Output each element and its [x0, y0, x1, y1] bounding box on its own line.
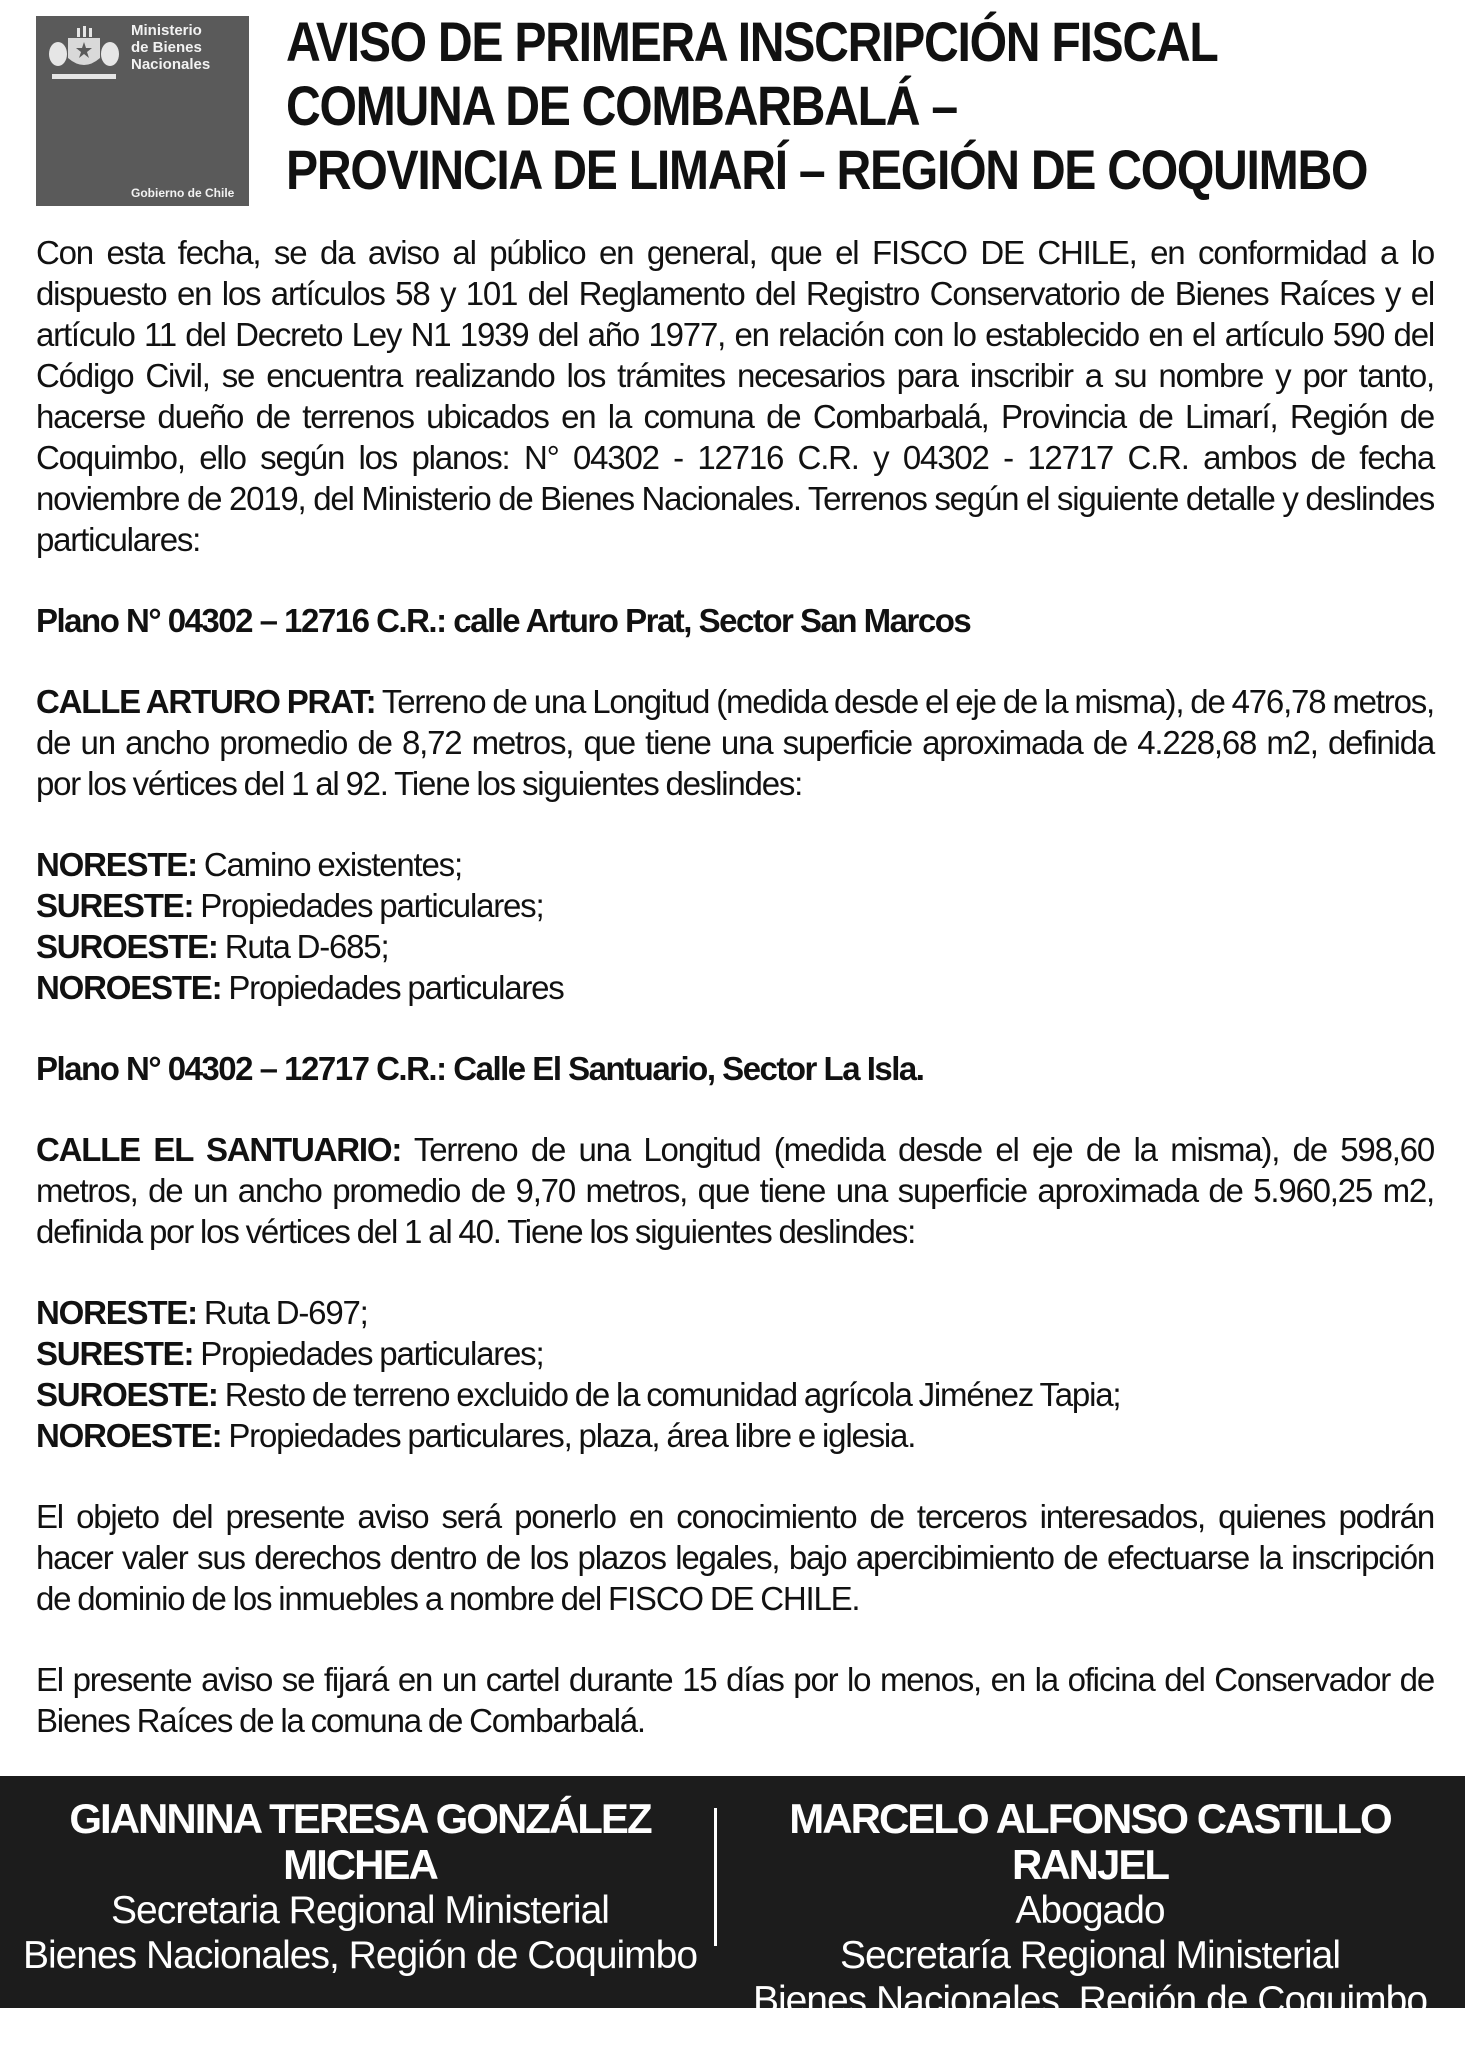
intro-paragraph: Con esta fecha, se da aviso al público en general, que el FISCO DE CHILE, en conformidad a lo dispuesto en los artículos 58 y 101 del Reglamento del Registro Conservatorio de Bienes Raíces y el artículo 11 del Decreto Ley N1 1939 del año 1977, en relación con lo establecido en el artículo 590 del Código Civil, se encuentra realizando los trámites necesarios para inscribir a su nombre y por tanto, hacerse dueño de terrenos ubicados en la comuna de Combarbalá, Provincia de Limarí, Región de Coquimbo, ello según los planos: N° 04302 - 12716 C.R. y 04302 - 12717 C.R. ambos de fecha noviembre de 2019, del Ministerio de Bienes Nacionales. Terrenos según el siguiente detalle y deslindes particulares: — [36, 234, 1434, 558]
boundary-line: SURESTE: Propiedades particulares; — [36, 1335, 544, 1372]
notice-body — [36, 232, 1434, 1741]
signer-name: MARCELO ALFONSO CASTILLO RANJEL — [789, 1795, 1391, 1888]
signature-left — [10, 1796, 710, 1978]
title-line-1: AVISO DE PRIMERA INSCRIPCIÓN FISCAL — [286, 10, 1218, 73]
coat-of-arms-icon — [46, 24, 122, 84]
boundary-line: NOROESTE: Propiedades particulares, plaza, área libre e iglesia. — [36, 1417, 916, 1454]
plano-2-heading: Plano N° 04302 – 12717 C.R.: Calle El Santuario, Sector La Isla. — [36, 1050, 924, 1087]
signer-office: Bienes Nacionales, Región de Coquimbo — [22, 1934, 698, 1977]
plano-2-description — [36, 1129, 1434, 1252]
street-text: Terreno de una Longitud (medida desde el eje de la misma), de 476,78 metros, de un ancho promedio de 8,72 metros, que tiene una superficie aproximada de 4.228,68 m2, definida por los vértices del 1 al 92. Tiene los siguientes deslindes: — [36, 683, 1434, 802]
title-line-2: COMUNA DE COMBARBALÁ – — [286, 74, 957, 137]
signature-footer — [0, 1776, 1465, 2022]
title-line-3: PROVINCIA DE LIMARÍ – REGIÓN DE COQUIMBO — [286, 138, 1368, 201]
signer-role: Abogado — [1015, 1889, 1165, 1932]
signer-role: Secretaria Regional Ministerial — [111, 1889, 609, 1932]
government-label: Gobierno de Chile — [131, 186, 235, 200]
signer-office: Secretaría Regional Ministerial — [839, 1934, 1341, 1977]
signature-right — [730, 1796, 1450, 2023]
ministry-logo — [36, 16, 249, 206]
plano-1-heading: Plano N° 04302 – 12716 C.R.: calle Arturo Prat, Sector San Marcos — [36, 602, 971, 639]
street-label: CALLE EL SANTUARIO: — [36, 1131, 402, 1168]
fijacion-paragraph: El presente aviso se fijará en un cartel durante 15 días por lo menos, en la oficina del Conservador de Bienes Raíces de la comuna de Combarbalá. — [36, 1661, 1434, 1739]
objeto-paragraph: El objeto del presente aviso será ponerlo en conocimiento de terceros interesados, quienes podrán hacer valer sus derechos dentro de los plazos legales, bajo apercibimiento de efectuarse la inscripción de dominio de los inmuebles a nombre del FISCO DE CHILE. — [36, 1498, 1434, 1617]
signer-name: GIANNINA TERESA GONZÁLEZ MICHEA — [69, 1795, 651, 1888]
ministry-name: Ministerio de Bienes Nacionales — [131, 22, 211, 73]
plano-1-description — [36, 681, 1434, 804]
page-title — [286, 10, 1368, 202]
boundary-line: SUROESTE: Ruta D-685; — [36, 928, 389, 965]
divider — [714, 1808, 717, 1946]
street-text: Terreno de una Longitud (medida desde el eje de la misma), de 598,60 metros, de un ancho promedio de 9,70 metros, que tiene una superficie aproximada de 5.960,25 m2, definida por los vértices del 1 al 40. Tiene los siguientes deslindes: — [36, 1131, 1434, 1250]
signer-office-region: Bienes Nacionales, Región de Coquimbo — [752, 1979, 1428, 2022]
street-label: CALLE ARTURO PRAT: — [36, 683, 376, 720]
header — [36, 10, 1446, 206]
boundary-line: NOROESTE: Propiedades particulares — [36, 969, 564, 1006]
boundary-line: NORESTE: Ruta D-697; — [36, 1294, 368, 1331]
boundary-line: NORESTE: Camino existentes; — [36, 846, 462, 883]
boundary-line: SUROESTE: Resto de terreno excluido de la comunidad agrícola Jiménez Tapia; — [36, 1376, 1121, 1413]
boundary-line: SURESTE: Propiedades particulares; — [36, 887, 544, 924]
